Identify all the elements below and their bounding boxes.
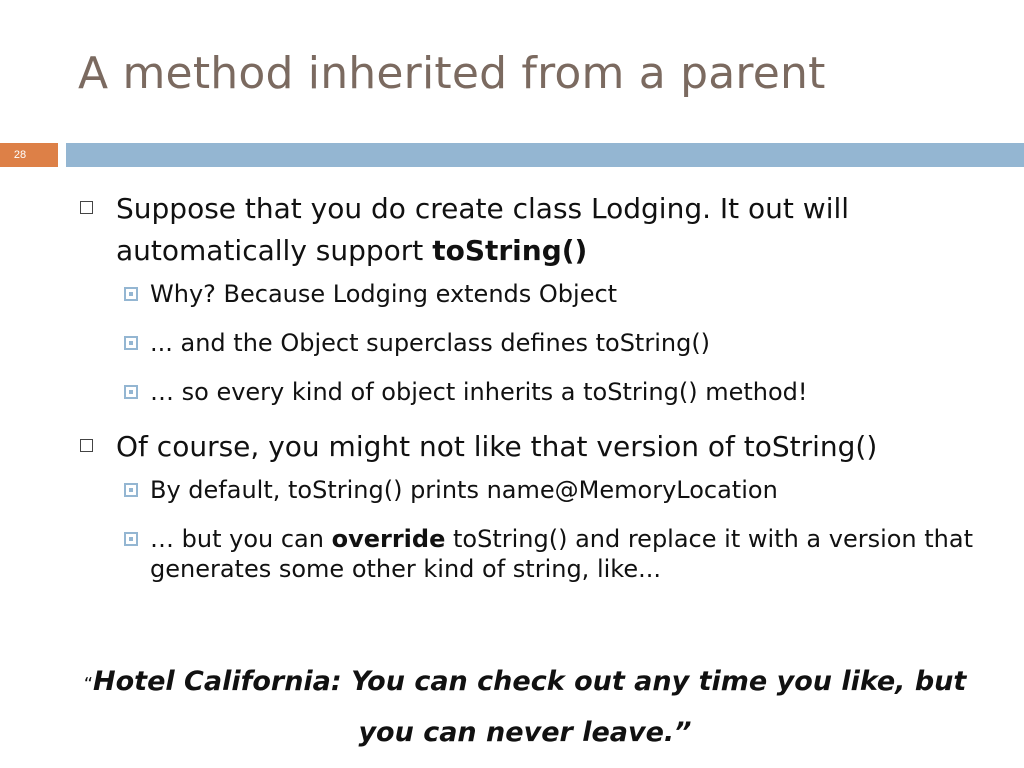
square-bullet-icon — [80, 201, 93, 214]
slide-title: A method inherited from a parent — [78, 48, 826, 99]
square-bullet-icon — [80, 439, 93, 452]
open-quote-mark: “ — [83, 674, 94, 695]
filled-square-bullet-icon — [124, 287, 138, 301]
sub-bullet-text: ... and the Object superclass defines toString() — [150, 329, 711, 357]
sub-bullet-default — [118, 475, 978, 505]
bullet-text: Of course, you might not like that version of toString() — [116, 430, 878, 463]
filled-square-bullet-icon — [124, 385, 138, 399]
hotel-california-quote — [60, 658, 990, 757]
slide-number-box — [0, 143, 58, 167]
sub-bullet-text: … so every kind of object inherits a toString() method! — [150, 378, 808, 406]
sub-bullet-every-object — [118, 377, 978, 407]
sub-bullet-text: By default, toString() prints name@MemoryLocation — [150, 476, 778, 504]
sub-bullet-override — [118, 524, 978, 584]
title-accent-bar — [66, 143, 1024, 167]
filled-square-bullet-icon — [124, 532, 138, 546]
sub-bullet-text-after: toString() and replace it with a version that generates some other kind of string, like... — [150, 525, 974, 583]
bullet-lodging-tostring — [78, 188, 978, 272]
quote-text: Hotel California: You can check out any time you like, but you can never leave.” — [93, 666, 967, 748]
filled-square-bullet-icon — [124, 336, 138, 350]
sub-bullet-why — [118, 279, 978, 309]
bullet-bold-text: toString() — [432, 234, 588, 267]
sub-bullet-superclass — [118, 328, 978, 358]
bullet-of-course — [78, 426, 978, 468]
sub-bullet-text: Why? Because Lodging extends Object — [150, 280, 618, 308]
sub-bullet-bold-text: override — [331, 525, 446, 553]
filled-square-bullet-icon — [124, 483, 138, 497]
sub-bullet-text: … but you can — [150, 525, 332, 553]
slide-content — [78, 188, 978, 584]
bullet-text: Suppose that you do create class Lodging. It out will automatically support — [116, 192, 850, 267]
slide-number: 28 — [13, 149, 27, 161]
